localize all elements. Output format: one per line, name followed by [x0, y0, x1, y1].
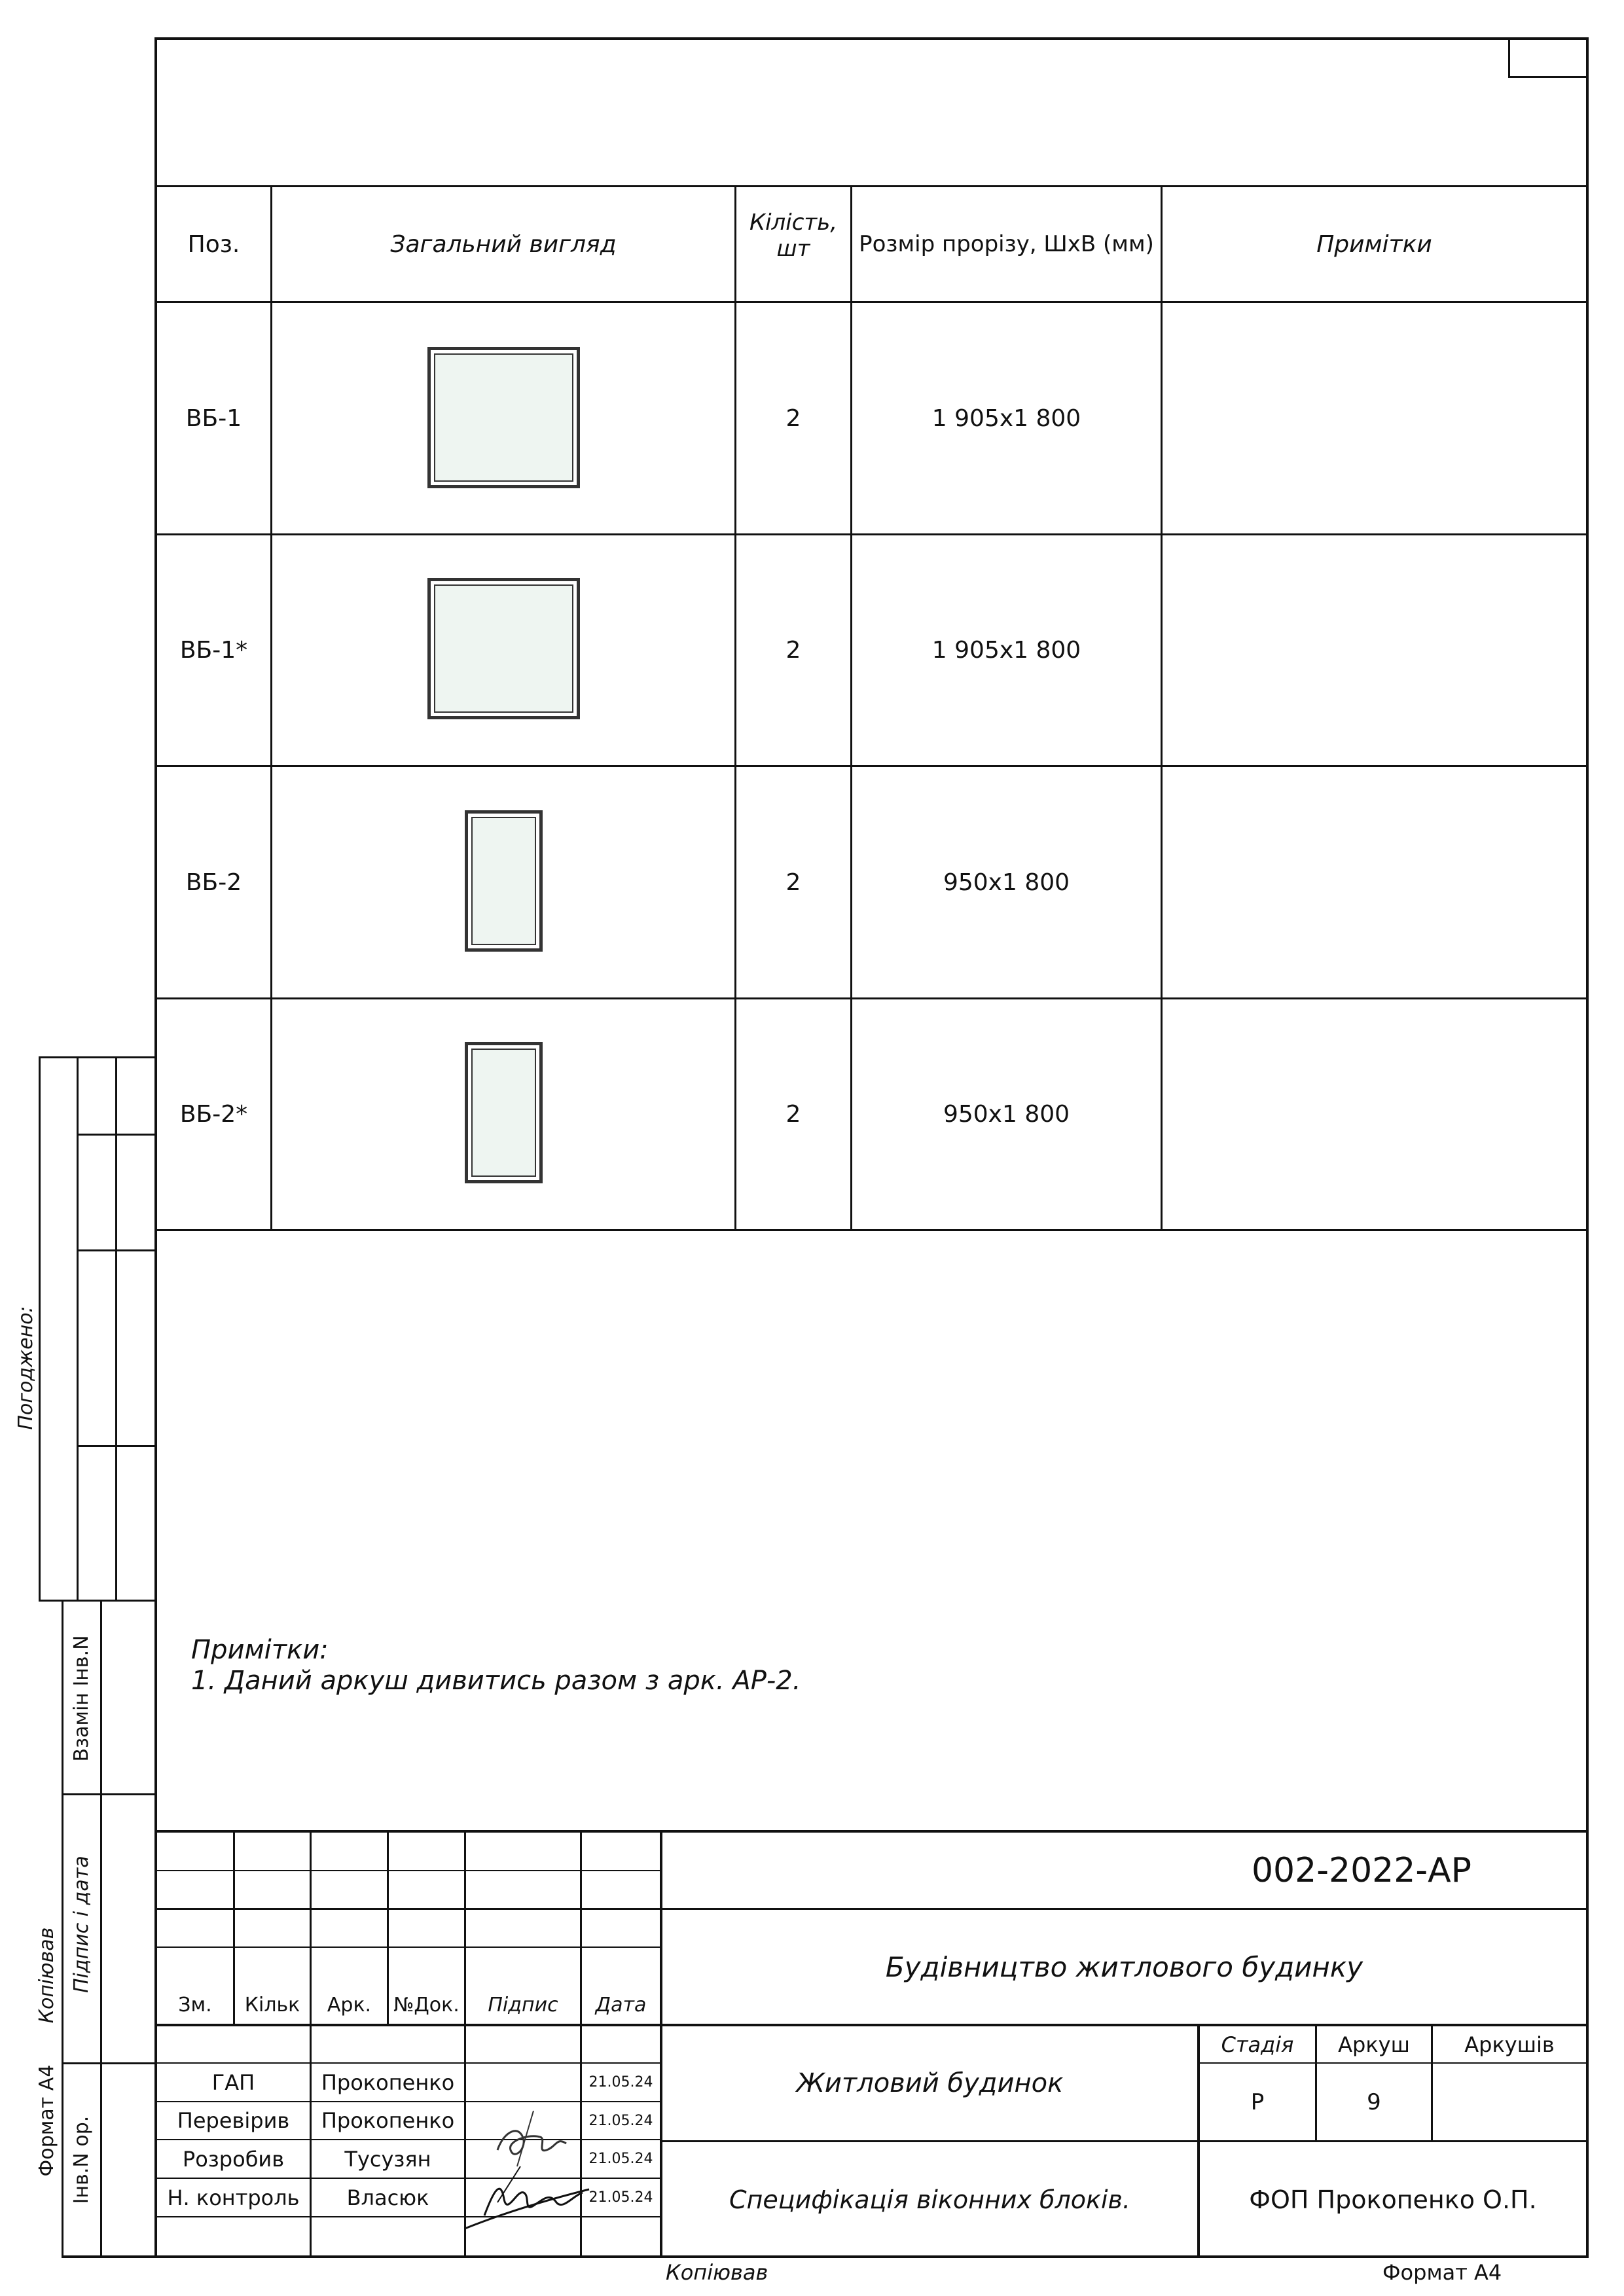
agreed-bottom: [39, 1600, 156, 1602]
sheet-title: Специфікація віконних блоків.: [729, 2185, 1131, 2214]
row1-pos: ВБ-1: [185, 404, 242, 432]
project-title: Будівництво житлового будинку: [885, 1950, 1363, 1983]
corner-tab-bottom: [1508, 76, 1587, 78]
footer-copied: Копіював: [666, 2260, 768, 2285]
stage-label: Стадія: [1221, 2032, 1294, 2057]
side-h2: [62, 2062, 156, 2064]
side-mid: [100, 1600, 102, 2257]
row3-size: 950х1 800: [943, 869, 1070, 896]
side-left: [62, 1600, 63, 2257]
sign-date-label: Підпис і дата: [70, 1856, 93, 1993]
row4-pos: ВБ-2*: [179, 1101, 248, 1128]
side-copied-label: Копіював: [35, 1927, 58, 2024]
row2-pos: ВБ-1*: [179, 637, 248, 664]
table-line-bottom: [156, 1229, 1587, 1231]
tb-left-h4: [156, 2024, 661, 2026]
agreed-h2: [77, 1249, 156, 1251]
col-data: Дата: [595, 1993, 647, 2017]
row3-notes: [1163, 767, 1586, 997]
document-code: 002-2022-АР: [1251, 1850, 1472, 1890]
person1-name: Прокопенко: [321, 2070, 455, 2095]
agreed-h1: [77, 1134, 156, 1136]
row2-notes: [1163, 535, 1586, 765]
frame-top: [156, 37, 1588, 40]
row4-size: 950х1 800: [943, 1101, 1070, 1128]
header-size: Розмір прорізу, ШхВ (мм): [859, 231, 1154, 257]
person3-date: 21.05.24: [588, 2151, 653, 2167]
table-col-line-1: [270, 185, 272, 1231]
side-h1: [62, 1793, 156, 1795]
frame-right: [1586, 37, 1589, 2257]
col-ark: Арк.: [327, 1993, 372, 2017]
person2-date: 21.05.24: [588, 2112, 653, 2129]
row3-pos: ВБ-2: [185, 869, 242, 896]
header-notes: Примітки: [1316, 230, 1432, 258]
person4-name: Власюк: [346, 2185, 429, 2210]
row2-size: 1 905х1 800: [931, 637, 1081, 664]
sheet-value: 9: [1367, 2089, 1381, 2115]
sheets-label: Аркушів: [1464, 2032, 1555, 2057]
person1-date: 21.05.24: [588, 2074, 653, 2090]
row1-notes: [1163, 303, 1586, 533]
signature-norm-control: [458, 2163, 602, 2235]
col-kilk: Кільк: [244, 1993, 300, 2017]
row1-qty: 2: [785, 404, 801, 432]
corner-tab-left: [1508, 37, 1510, 77]
person3-role: Розробив: [182, 2146, 285, 2172]
person4-date: 21.05.24: [588, 2189, 653, 2206]
agreed-label: Погоджено:: [14, 1306, 37, 1430]
sheet-label: Аркуш: [1338, 2032, 1410, 2057]
row1-size: 1 905х1 800: [931, 404, 1081, 432]
header-qty-line1: Кілість,: [749, 209, 838, 236]
agreed-mid2: [115, 1056, 117, 1602]
tb-left-h3: [156, 1946, 661, 1948]
sheets-value: [1433, 2064, 1586, 2140]
company-name: ФОП Прокопенко О.П.: [1249, 2185, 1537, 2214]
person3-name: Тусузян: [344, 2146, 431, 2172]
window-icon-vb1-star: [427, 578, 580, 719]
row2-qty: 2: [785, 637, 801, 664]
col-ndok: №Док.: [393, 1993, 460, 2017]
notes-title: Примітки:: [191, 1635, 329, 1665]
agreed-mid1: [77, 1056, 79, 1602]
header-view: Загальний вигляд: [390, 230, 617, 258]
inv-orig-label: Інв.N ор.: [70, 2115, 93, 2204]
tb-left-h2: [156, 1908, 661, 1910]
header-qty: [736, 209, 850, 262]
building-name: Житловий будинок: [796, 2068, 1064, 2098]
row3-qty: 2: [785, 869, 801, 896]
window-icon-vb2-star: [465, 1042, 543, 1183]
replace-inv-label: Взамін Інв.N: [70, 1635, 93, 1762]
window-icon-vb2: [465, 810, 543, 952]
footer-format: Формат А4: [1382, 2260, 1502, 2285]
row4-qty: 2: [785, 1101, 801, 1128]
col-zm: Зм.: [178, 1993, 212, 2017]
col-pidpys: Підпис: [488, 1993, 558, 2017]
person2-name: Прокопенко: [321, 2108, 455, 2133]
tb-left-h1: [156, 1870, 661, 1871]
person4-role: Н. контроль: [167, 2185, 300, 2210]
row4-notes: [1163, 999, 1586, 1229]
side-format-label: Формат А4: [35, 2064, 58, 2177]
agreed-h3: [77, 1445, 156, 1447]
person1-role: ГАП: [211, 2070, 255, 2095]
stage-value: Р: [1250, 2089, 1265, 2115]
header-pos: Поз.: [187, 230, 240, 258]
notes-line1: 1. Даний аркуш дивитись разом з арк. АР-2.: [191, 1666, 801, 1696]
agreed-top: [39, 1056, 156, 1058]
header-qty-line2: шт: [776, 236, 810, 262]
person2-role: Перевірив: [177, 2108, 290, 2133]
window-icon-vb1: [427, 347, 580, 488]
